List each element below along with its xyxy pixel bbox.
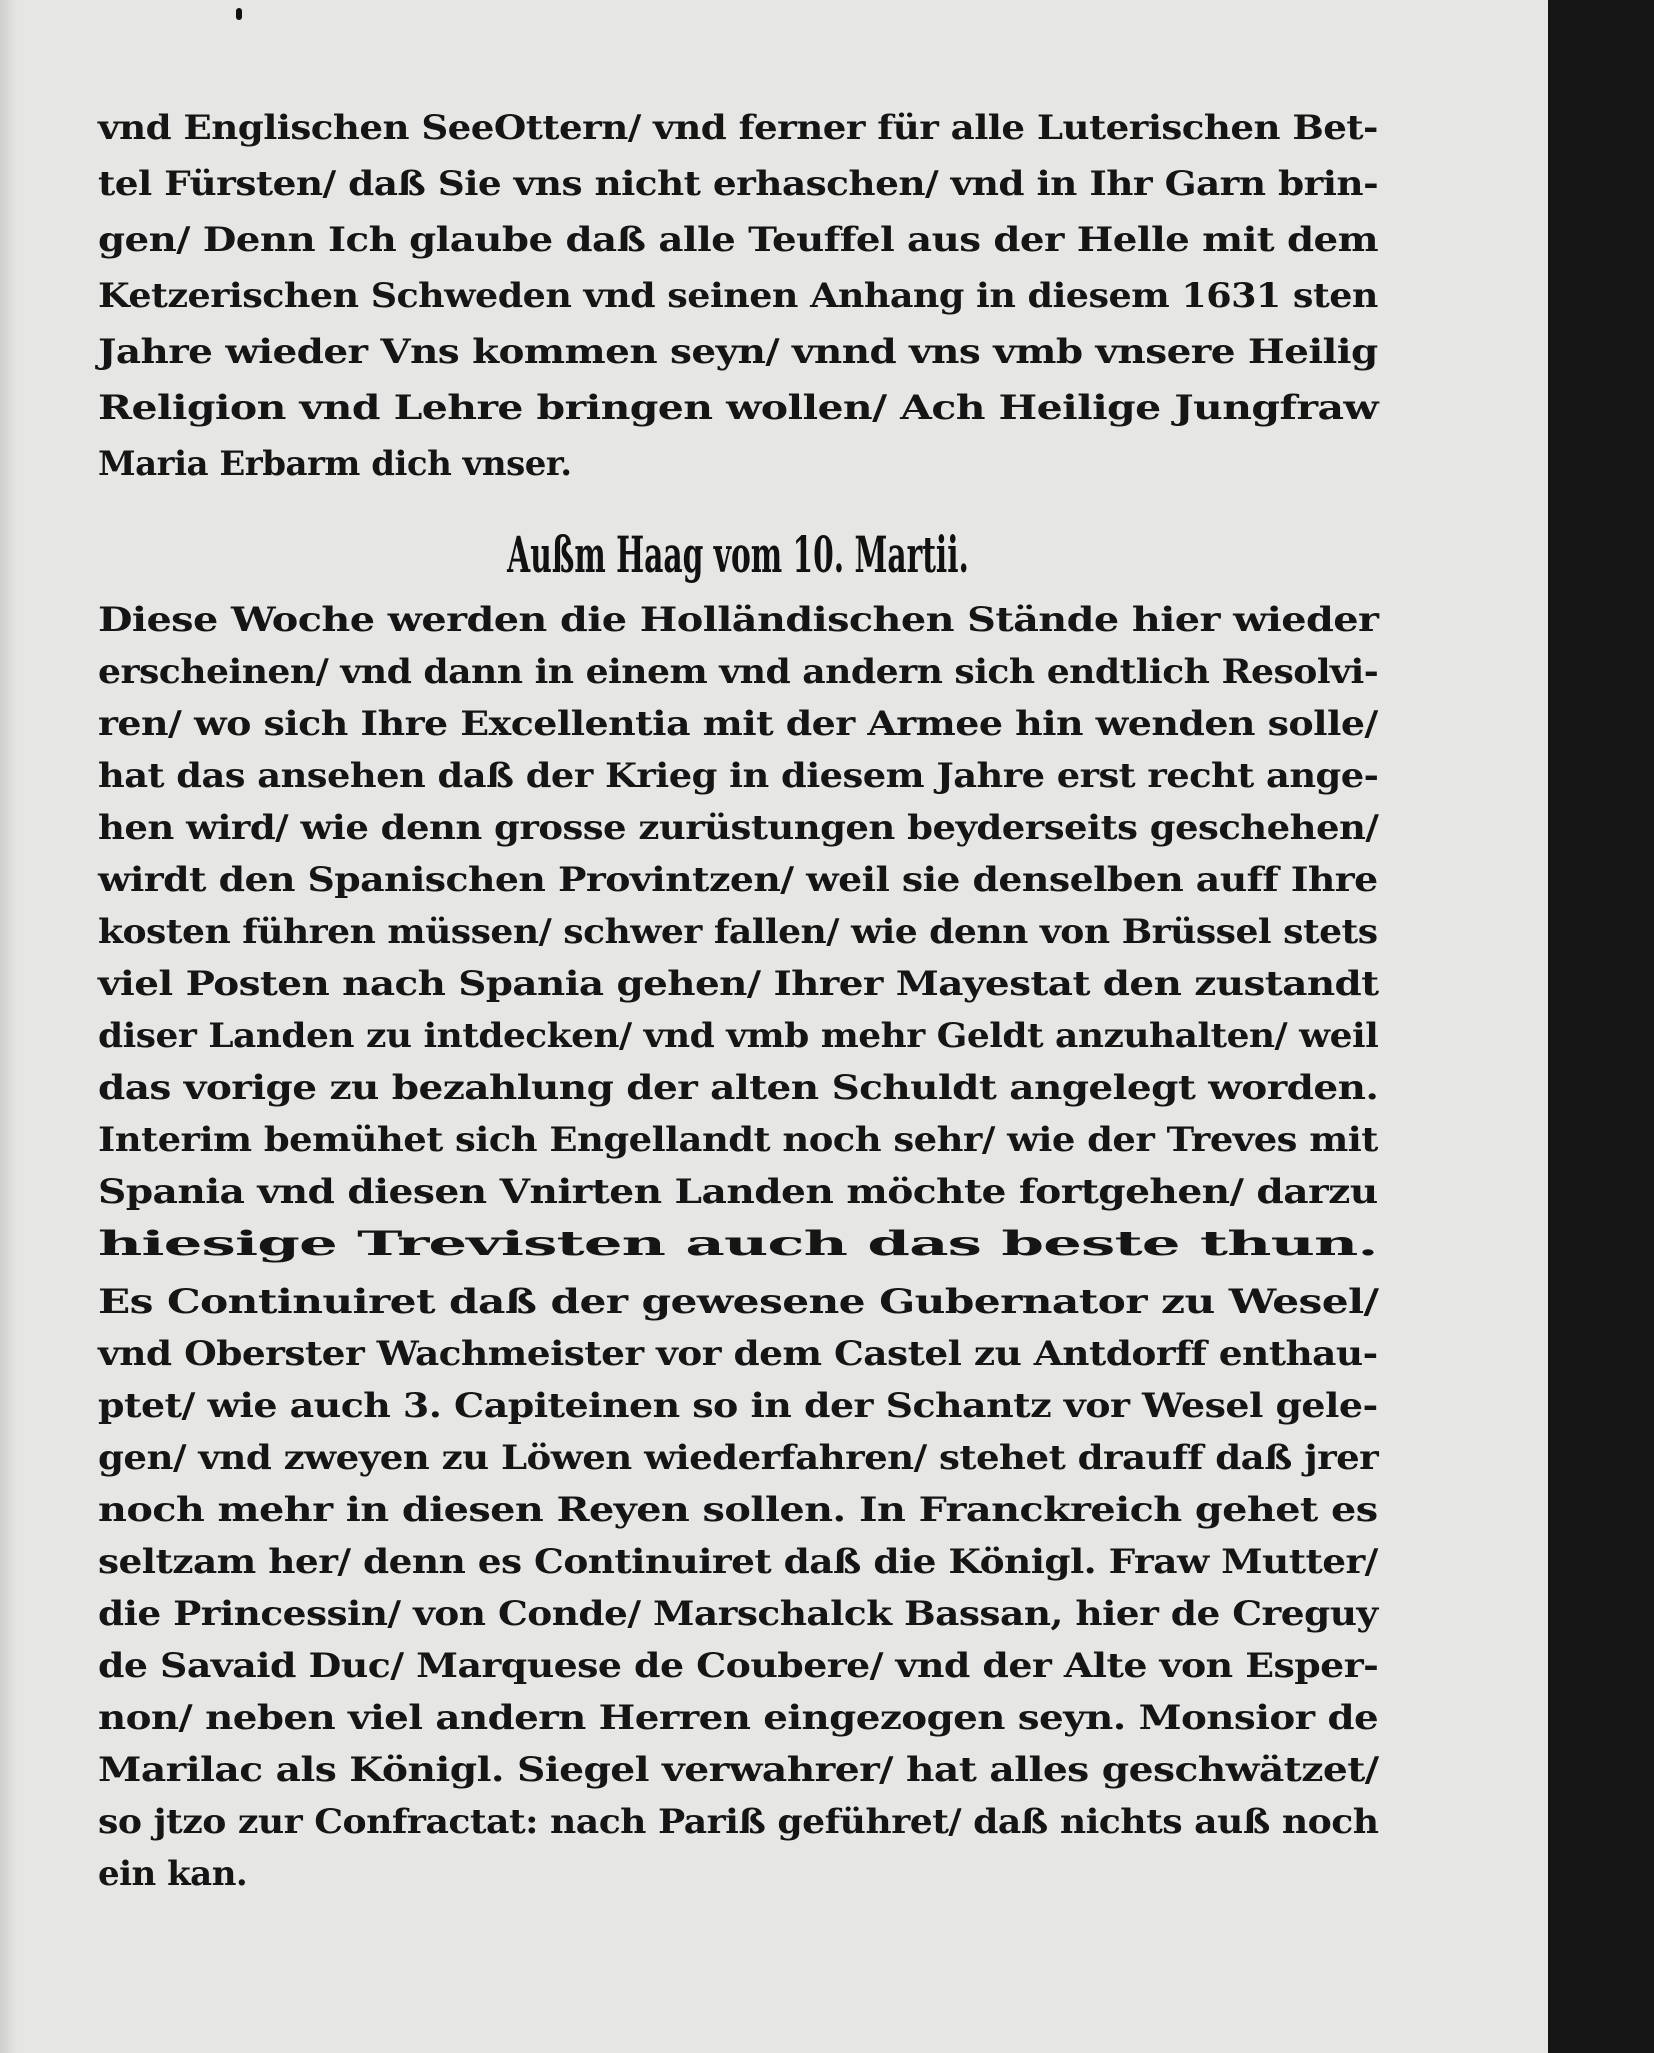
text-line: hen wird/ wie denn grosse zurüstungen beyderseits geschehen/ bbox=[98, 808, 1379, 848]
text-line: Ketzerischen Schweden vnd seinen Anhang in diesem 1631 sten bbox=[98, 276, 1378, 316]
text-line: noch mehr in diesen Reyen sollen. In Franckreich gehet es bbox=[98, 1490, 1378, 1530]
text-line: diser Landen zu intdecken/ vnd vmb mehr Geldt anzuhalten/ weil bbox=[98, 1016, 1379, 1056]
text-line: wirdt den Spanischen Provintzen/ weil sie denselben auff Ihre bbox=[98, 860, 1378, 900]
text-line: erscheinen/ vnd dann in einem vnd andern sich endtlich Resolvi- bbox=[98, 652, 1379, 692]
text-line: de Savaid Duc/ Marquese de Coubere/ vnd der Alte von Esper- bbox=[98, 1646, 1379, 1686]
text-line: kosten führen müssen/ schwer fallen/ wie denn von Brüssel stets bbox=[98, 912, 1378, 952]
text-line: Es Continuiret daß der gewesene Gubernator zu Wesel/ bbox=[98, 1282, 1379, 1322]
text-line: ren/ wo sich Ihre Excellentia mit der Armee hin wenden solle/ bbox=[98, 704, 1378, 744]
scan-dark-border bbox=[1548, 0, 1654, 2053]
text-line: Diese Woche werden die Holländischen Stände hier wieder bbox=[98, 600, 1379, 640]
text-line: non/ neben viel andern Herren eingezogen seyn. Monsior de bbox=[98, 1698, 1379, 1738]
text-line: vnd Englischen SeeOttern/ vnd ferner für alle Luterischen Bet- bbox=[98, 108, 1378, 148]
text-line: Spania vnd diesen Vnirten Landen möchte fortgehen/ darzu bbox=[98, 1172, 1378, 1212]
text-line: Marilac als Königl. Siegel verwahrer/ hat alles geschwätzet/ bbox=[98, 1750, 1379, 1790]
section-heading: Außm Haag vom 10. Martii. bbox=[507, 525, 969, 584]
text-line: die Princessin/ von Conde/ Marschalck Bassan, hier de Creguy bbox=[98, 1594, 1378, 1634]
ink-mark bbox=[236, 8, 242, 20]
text-line: viel Posten nach Spania gehen/ Ihrer Mayestat den zustandt bbox=[98, 964, 1379, 1004]
text-line: so jtzo zur Confractat: nach Pariß geführet/ daß nichts auß noch bbox=[98, 1802, 1379, 1842]
text-line: vnd Oberster Wachmeister vor dem Castel zu Antdorff enthau- bbox=[98, 1334, 1378, 1374]
text-line: gen/ vnd zweyen zu Löwen wiederfahren/ stehet drauff daß jrer bbox=[98, 1438, 1379, 1478]
text-line: seltzam her/ denn es Continuiret daß die Königl. Fraw Mutter/ bbox=[98, 1542, 1378, 1582]
text-line: ein kan. bbox=[98, 1854, 248, 1894]
text-line: ptet/ wie auch 3. Capiteinen so in der Schantz vor Wesel gele- bbox=[98, 1386, 1378, 1426]
text-line: hat das ansehen daß der Krieg in diesem Jahre erst recht ange- bbox=[98, 756, 1379, 796]
text-line: das vorige zu bezahlung der alten Schuldt angelegt worden. bbox=[98, 1068, 1379, 1108]
page-edge-shadow bbox=[0, 0, 18, 2053]
text-line: Religion vnd Lehre bringen wollen/ Ach Heilige Jungfraw bbox=[98, 388, 1379, 428]
text-line: hiesige Trevisten auch das beste thun. bbox=[98, 1224, 1378, 1264]
text-line: Jahre wieder Vns kommen seyn/ vnnd vns vmb vnsere Heilig bbox=[98, 332, 1378, 372]
text-line: tel Fürsten/ daß Sie vns nicht erhaschen/ vnd in Ihr Garn brin- bbox=[98, 164, 1379, 204]
text-line: gen/ Denn Ich glaube daß alle Teuffel aus der Helle mit dem bbox=[98, 220, 1379, 260]
text-line: Maria Erbarm dich vnser. bbox=[98, 444, 572, 484]
text-line: Interim bemühet sich Engellandt noch sehr/ wie der Treves mit bbox=[98, 1120, 1378, 1160]
